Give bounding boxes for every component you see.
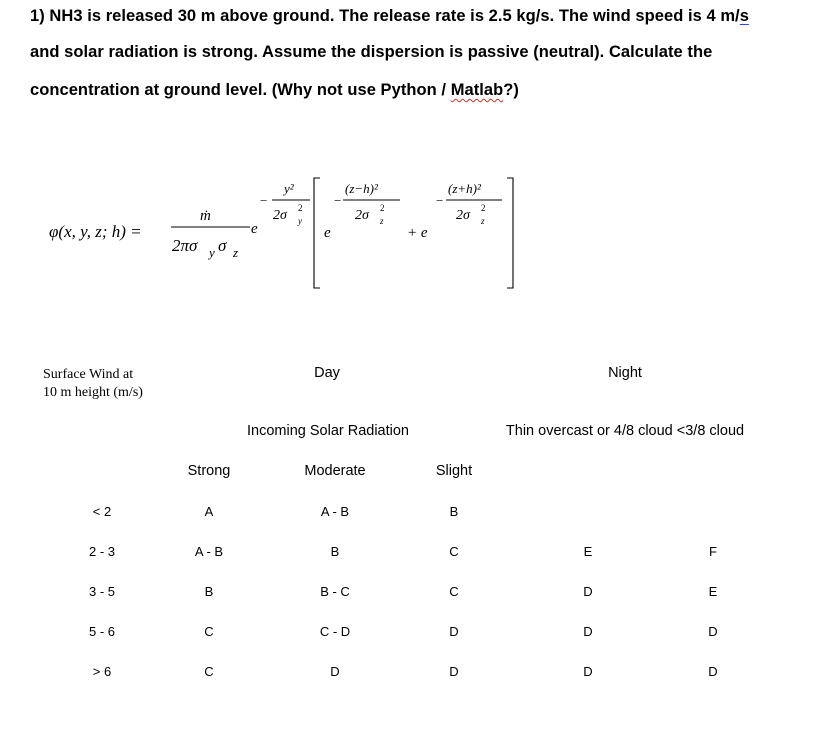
question-text: s	[739, 7, 749, 25]
formula-lhs: φ(x, y, z; h) =	[49, 222, 142, 241]
right-bracket	[507, 178, 513, 288]
table-cell: C	[449, 584, 459, 599]
table-cell: B	[330, 544, 340, 559]
row-header-line: 10 m height (m/s)	[43, 385, 143, 400]
table-cell: < 2	[92, 504, 112, 519]
formula-subscript: z	[233, 245, 239, 260]
question-text: 1) NH3 is released 30 m above ground. The release rate is 2.5 kg/s. The wind speed is 4 m/	[30, 7, 740, 25]
table-cell: B	[204, 584, 214, 599]
formula-exponent: 2	[298, 203, 303, 213]
table-cell: F	[709, 544, 717, 559]
table-cell: B	[449, 504, 459, 519]
formula-exponent: 2σ	[273, 208, 287, 223]
table-cell: B - C	[320, 584, 350, 599]
table-cell: 5 - 6	[88, 624, 116, 639]
table-cell: D	[708, 624, 718, 639]
table-cell: D	[708, 664, 718, 679]
formula-plus-e: + e	[407, 225, 428, 241]
formula-exponent: z	[380, 216, 384, 226]
question-line-2: and solar radiation is strong. Assume the dispersion is passive (neutral). Calculate the	[30, 43, 713, 61]
col-header-moderate: Moderate	[304, 463, 366, 479]
row-header-line: Surface Wind at	[43, 367, 134, 382]
formula-exponent: 2σ	[456, 208, 470, 223]
formula-exponent: 2	[481, 203, 486, 213]
day-label: Day	[314, 365, 340, 381]
table-cell: E	[583, 544, 593, 559]
formula-minus: −	[334, 193, 342, 208]
table-cell: A - B	[194, 544, 224, 559]
question-line-1	[30, 7, 749, 26]
formula-exponent: 2	[380, 203, 385, 213]
table-cell: A - B	[320, 504, 350, 519]
table-cell: > 6	[92, 664, 112, 679]
table-cell: C	[204, 624, 214, 639]
formula-exponent: 2σ	[355, 208, 369, 223]
night-subheader: Thin overcast or 4/8 cloud <3/8 cloud	[505, 423, 745, 439]
formula-exponent: (z+h)²	[448, 181, 481, 196]
formula-minus: −	[260, 193, 268, 208]
table-cell: C - D	[319, 624, 351, 639]
formula-exponent: z	[481, 216, 485, 226]
col-header-slight: Slight	[435, 463, 473, 479]
question-text: concentration at ground level. (Why not use Python /	[30, 81, 451, 99]
formula-exponent: (z−h)²	[345, 181, 378, 196]
formula-e: e	[251, 221, 258, 237]
table-cell: D	[449, 624, 459, 639]
table-row-header	[43, 366, 143, 402]
table-cell: 3 - 5	[88, 584, 116, 599]
col-header-strong: Strong	[187, 463, 231, 479]
table-cell: D	[583, 664, 593, 679]
formula-exponent: y	[298, 216, 302, 226]
table-cell: C	[449, 544, 459, 559]
table-cell: E	[708, 584, 718, 599]
table-cell: D	[449, 664, 459, 679]
formula-denominator: 2πσ	[172, 236, 198, 255]
formula-numerator: ṁ	[200, 208, 211, 224]
table-cell: D	[583, 584, 593, 599]
formula-e: e	[324, 225, 331, 241]
question-text: Matlab	[450, 81, 504, 99]
table-cell: D	[330, 664, 340, 679]
table-cell: D	[583, 624, 593, 639]
table-cell: 2 - 3	[88, 544, 116, 559]
night-label: Night	[608, 365, 642, 381]
question-text: ?)	[503, 81, 519, 99]
formula-minus: −	[436, 193, 444, 208]
formula-exponent: y²	[284, 181, 294, 196]
gaussian-plume-formula	[0, 160, 822, 300]
left-bracket	[314, 178, 320, 288]
table-cell: C	[204, 664, 214, 679]
formula-subscript: y	[209, 245, 215, 260]
table-cell: A	[204, 504, 214, 519]
formula-denominator: σ	[218, 236, 227, 255]
question-line-3	[30, 81, 519, 100]
day-subheader: Incoming Solar Radiation	[246, 423, 410, 439]
